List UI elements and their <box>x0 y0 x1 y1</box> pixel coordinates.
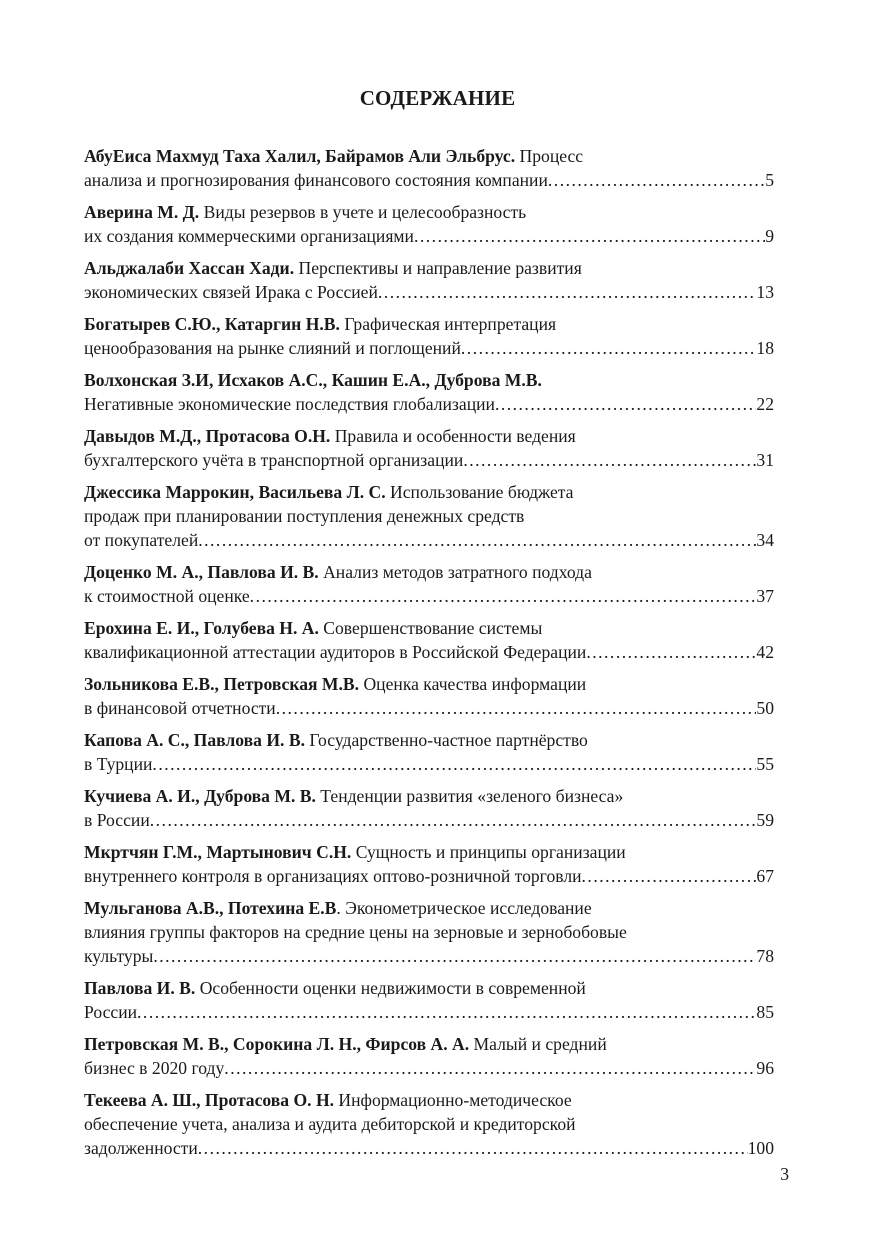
toc-entry-authors: Мульганова А.В., Потехина Е.В <box>84 898 337 918</box>
toc-entry-page: 85 <box>756 1002 774 1022</box>
dot-leader <box>582 864 757 888</box>
toc-entry-title: в России <box>84 810 150 830</box>
toc-entry-title: Правила и особенности ведения <box>330 426 576 446</box>
dot-leader <box>276 696 757 720</box>
toc-entry-page: 59 <box>756 810 774 830</box>
toc-entry-title: Информационно-методическое <box>334 1090 572 1110</box>
toc-entry-line <box>84 504 774 528</box>
toc-entry-line <box>84 640 774 664</box>
toc-entry-page: 5 <box>765 170 774 190</box>
toc-entry-title: влияния группы факторов на средние цены на зерновые и зернобобовые <box>84 922 627 942</box>
toc-entry-line <box>84 392 774 416</box>
page-title: СОДЕРЖАНИЕ <box>359 86 516 110</box>
toc-entry-line <box>84 1056 774 1080</box>
dot-leader <box>461 336 757 360</box>
toc-entry-page: 100 <box>747 1138 774 1158</box>
toc-entry-page: 34 <box>756 530 774 550</box>
toc-entry-title: Тенденции развития «зеленого бизнеса» <box>315 786 624 806</box>
toc-entry-line <box>84 896 774 920</box>
toc-entry[interactable] <box>84 896 774 968</box>
dot-leader <box>150 808 757 832</box>
toc-entry-line <box>84 1088 774 1112</box>
toc-entry-authors: Кучиева А. И., Дуброва М. В. <box>84 786 316 806</box>
dot-leader <box>198 1136 748 1160</box>
toc-entry-title: Оценка качества информации <box>359 674 587 694</box>
toc-entry-line <box>84 672 774 696</box>
toc-entry-authors: Ерохина Е. И., Голубева Н. А. <box>84 618 319 638</box>
toc-entry-line <box>84 168 774 192</box>
dot-leader <box>378 280 757 304</box>
toc-entry-page: 96 <box>756 1058 774 1078</box>
toc-entry-title: Малый и средний <box>469 1034 607 1054</box>
toc-entry-line <box>84 1032 774 1056</box>
toc-entry-line <box>84 944 774 968</box>
toc-entry[interactable] <box>84 480 774 552</box>
toc-entry-line <box>84 808 774 832</box>
toc-entry-line <box>84 864 774 888</box>
toc-entry-title: Использование бюджета <box>385 482 574 502</box>
toc-entry-title: Перспективы и направление развития <box>294 258 582 278</box>
toc-entry[interactable] <box>84 560 774 608</box>
toc-entry-title: в финансовой отчетности <box>84 698 276 718</box>
toc-entry-page: 31 <box>756 450 774 470</box>
toc-entry-authors: Богатырев С.Ю., Катаргин Н.В. <box>84 314 340 334</box>
toc-entry-line <box>84 1112 774 1136</box>
toc-entry-title: квалификационной аттестации аудиторов в Российской Федерации <box>84 642 587 662</box>
toc-entry-title: культуры <box>84 946 154 966</box>
toc-entry-title: Совершенствование системы <box>318 618 543 638</box>
dot-leader <box>198 528 756 552</box>
toc-entry-authors: Джессика Маррокин, Васильева Л. С. <box>84 482 386 502</box>
toc-entry[interactable] <box>84 672 774 720</box>
toc-entry-page: 9 <box>765 226 774 246</box>
page-number: 3 <box>780 1164 789 1184</box>
toc-entry-title: к стоимостной оценке <box>84 586 250 606</box>
toc-entry-title: продаж при планировании поступления денежных средств <box>84 506 525 526</box>
toc-entry-title: Государственно-частное партнёрство <box>304 730 588 750</box>
toc-entry-line <box>84 1000 774 1024</box>
toc-entry-line <box>84 144 774 168</box>
toc-entry-authors: АбуЕиса Махмуд Таха Халил, Байрамов Али Эльбрус. <box>84 146 516 166</box>
toc-entry-title: Процесс <box>515 146 584 166</box>
toc-entry-authors: Давыдов М.Д., Протасова О.Н. <box>84 426 331 446</box>
toc-entry-authors: Доценко М. А., Павлова И. В. <box>84 562 319 582</box>
dot-leader <box>224 1056 756 1080</box>
toc-entry-line <box>84 200 774 224</box>
toc-entry-title: от покупателей <box>84 530 199 550</box>
toc-entry-title: Анализ методов затратного подхода <box>318 562 592 582</box>
toc-entry[interactable] <box>84 976 774 1024</box>
toc-entry-page: 55 <box>756 754 774 774</box>
dot-leader <box>414 224 765 248</box>
dot-leader <box>153 944 756 968</box>
toc-entry-title: в Турции <box>84 754 153 774</box>
toc-entry-title: ценообразования на рынке слияний и поглощений <box>84 338 461 358</box>
toc-entry-line <box>84 368 774 392</box>
toc-entry-title: анализа и прогнозирования финансового состояния компании <box>84 170 548 190</box>
toc-entry[interactable] <box>84 728 774 776</box>
dot-leader <box>495 392 756 416</box>
toc-entry-title: задолженности <box>84 1138 198 1158</box>
toc-entry-authors: Капова А. С., Павлова И. В. <box>84 730 305 750</box>
toc-entry-line <box>84 920 774 944</box>
toc-entry-line <box>84 480 774 504</box>
dot-leader <box>548 168 765 192</box>
dot-leader <box>463 448 756 472</box>
toc-entry-line <box>84 256 774 280</box>
toc-entry-page: 50 <box>756 698 774 718</box>
toc-entry-authors: Волхонская З.И, Исхаков А.С., Кашин Е.А., Дуброва М.В. <box>84 370 542 390</box>
toc-entry-line <box>84 752 774 776</box>
toc-entry-line <box>84 584 774 608</box>
toc-entry-title: Виды резервов в учете и целесообразность <box>199 202 527 222</box>
toc-entry-page: 78 <box>756 946 774 966</box>
toc-entry-authors: Альджалаби Хассан Хади. <box>84 258 295 278</box>
toc-entry-line <box>84 280 774 304</box>
toc-entry-title: бизнес в 2020 году <box>84 1058 225 1078</box>
toc-entry-line <box>84 1136 774 1160</box>
toc-entry-line <box>84 976 774 1000</box>
toc-entry-line <box>84 224 774 248</box>
toc-entry[interactable] <box>84 840 774 888</box>
toc-entry-title: обеспечение учета, анализа и аудита дебиторской и кредиторской <box>84 1114 576 1134</box>
toc-entry[interactable] <box>84 1032 774 1080</box>
toc-entry-page: 18 <box>756 338 774 358</box>
toc-entry-title: Особенности оценки недвижимости в современной <box>195 978 586 998</box>
toc-entry-title: Негативные экономические последствия глобализации <box>84 394 495 414</box>
toc-entry[interactable] <box>84 616 774 664</box>
toc-entry-title: бухгалтерского учёта в транспортной организации <box>84 450 464 470</box>
toc-entry-title: Сущность и принципы организации <box>351 842 626 862</box>
toc-entry-line <box>84 616 774 640</box>
dot-leader <box>152 752 756 776</box>
dot-leader <box>586 640 756 664</box>
toc-entry-line <box>84 784 774 808</box>
toc-entry-page: 13 <box>756 282 774 302</box>
toc-entry-line <box>84 696 774 720</box>
toc-entry[interactable] <box>84 424 774 472</box>
toc-entry[interactable] <box>84 1088 774 1160</box>
toc-entry-line <box>84 528 774 552</box>
toc-entry-title: Графическая интерпретация <box>339 314 557 334</box>
toc-entry-title: . Эконометрическое исследование <box>336 898 592 918</box>
toc-entry-authors: Аверина М. Д. <box>84 202 200 222</box>
toc-entry-page: 22 <box>756 394 774 414</box>
toc-entry[interactable] <box>84 368 774 416</box>
toc-entry-line <box>84 448 774 472</box>
toc-entry[interactable] <box>84 784 774 832</box>
toc-entry-title: их создания коммерческими организациями <box>84 226 414 246</box>
toc-entry[interactable] <box>84 144 774 192</box>
toc-entry-line <box>84 560 774 584</box>
toc-entry-authors: Текеева А. Ш., Протасова О. Н. <box>84 1090 335 1110</box>
dot-leader <box>250 584 757 608</box>
toc-entry-line <box>84 728 774 752</box>
toc-entry-authors: Павлова И. В. <box>84 978 196 998</box>
toc-entry-authors: Мкртчян Г.М., Мартынович С.Н. <box>84 842 352 862</box>
toc-entry-line <box>84 312 774 336</box>
toc-entry[interactable] <box>84 256 774 304</box>
dot-leader <box>137 1000 756 1024</box>
toc-entry-line <box>84 336 774 360</box>
toc-entry-page: 67 <box>756 866 774 886</box>
toc-entry-title: экономических связей Ирака с Россией <box>84 282 378 302</box>
toc-entry-authors: Зольникова Е.В., Петровская М.В. <box>84 674 360 694</box>
toc-entry-page: 37 <box>756 586 774 606</box>
toc-entry[interactable] <box>84 312 774 360</box>
toc-entry-title: России <box>84 1002 138 1022</box>
toc-entry-page: 42 <box>756 642 774 662</box>
toc-entry[interactable] <box>84 200 774 248</box>
toc-entry-authors: Петровская М. В., Сорокина Л. Н., Фирсов А. А. <box>84 1034 470 1054</box>
table-of-contents <box>84 144 774 1168</box>
toc-entry-line <box>84 424 774 448</box>
toc-entry-title: внутреннего контроля в организациях оптово-розничной торговли <box>84 866 582 886</box>
toc-entry-line <box>84 840 774 864</box>
